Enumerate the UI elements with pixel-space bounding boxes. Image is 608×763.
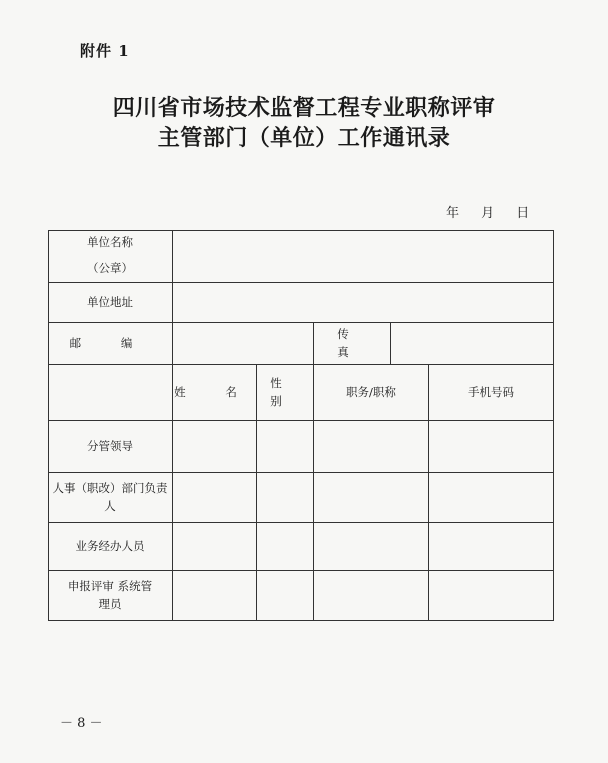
postcode-field[interactable]: [173, 323, 313, 364]
unit-address-label: 单位地址: [87, 294, 133, 309]
header-position: 职务/职称: [346, 384, 396, 399]
row-label-hr-head: 人事（职改）部门负责人: [52, 481, 168, 513]
row-label-staff: 业务经办人员: [75, 538, 145, 553]
header-name: 姓 名: [174, 384, 255, 399]
postcode-label: 邮 编: [69, 335, 151, 350]
header-gender: 性 别: [270, 376, 300, 408]
date-line: 年 月 日: [446, 206, 530, 221]
unit-name-label: 单位名称: [87, 235, 133, 250]
header-mobile: 手机号码: [468, 384, 514, 399]
unit-name-field[interactable]: [173, 231, 553, 282]
fax-field[interactable]: [391, 323, 553, 364]
page-number: － 8 －: [60, 716, 103, 731]
row-label-system-admin: 申报评审 系统管理员: [67, 579, 153, 611]
page-title-line-1: 四川省市场技术监督工程专业职称评审: [112, 95, 496, 121]
seal-label: （公章）: [87, 261, 133, 276]
annex-label: 附件 1: [80, 42, 130, 60]
unit-address-field[interactable]: [173, 283, 553, 322]
fax-label: 传 真: [337, 327, 367, 359]
page-title-line-2: 主管部门（单位）工作通讯录: [157, 125, 451, 151]
row-label-leader: 分管领导: [87, 438, 133, 453]
